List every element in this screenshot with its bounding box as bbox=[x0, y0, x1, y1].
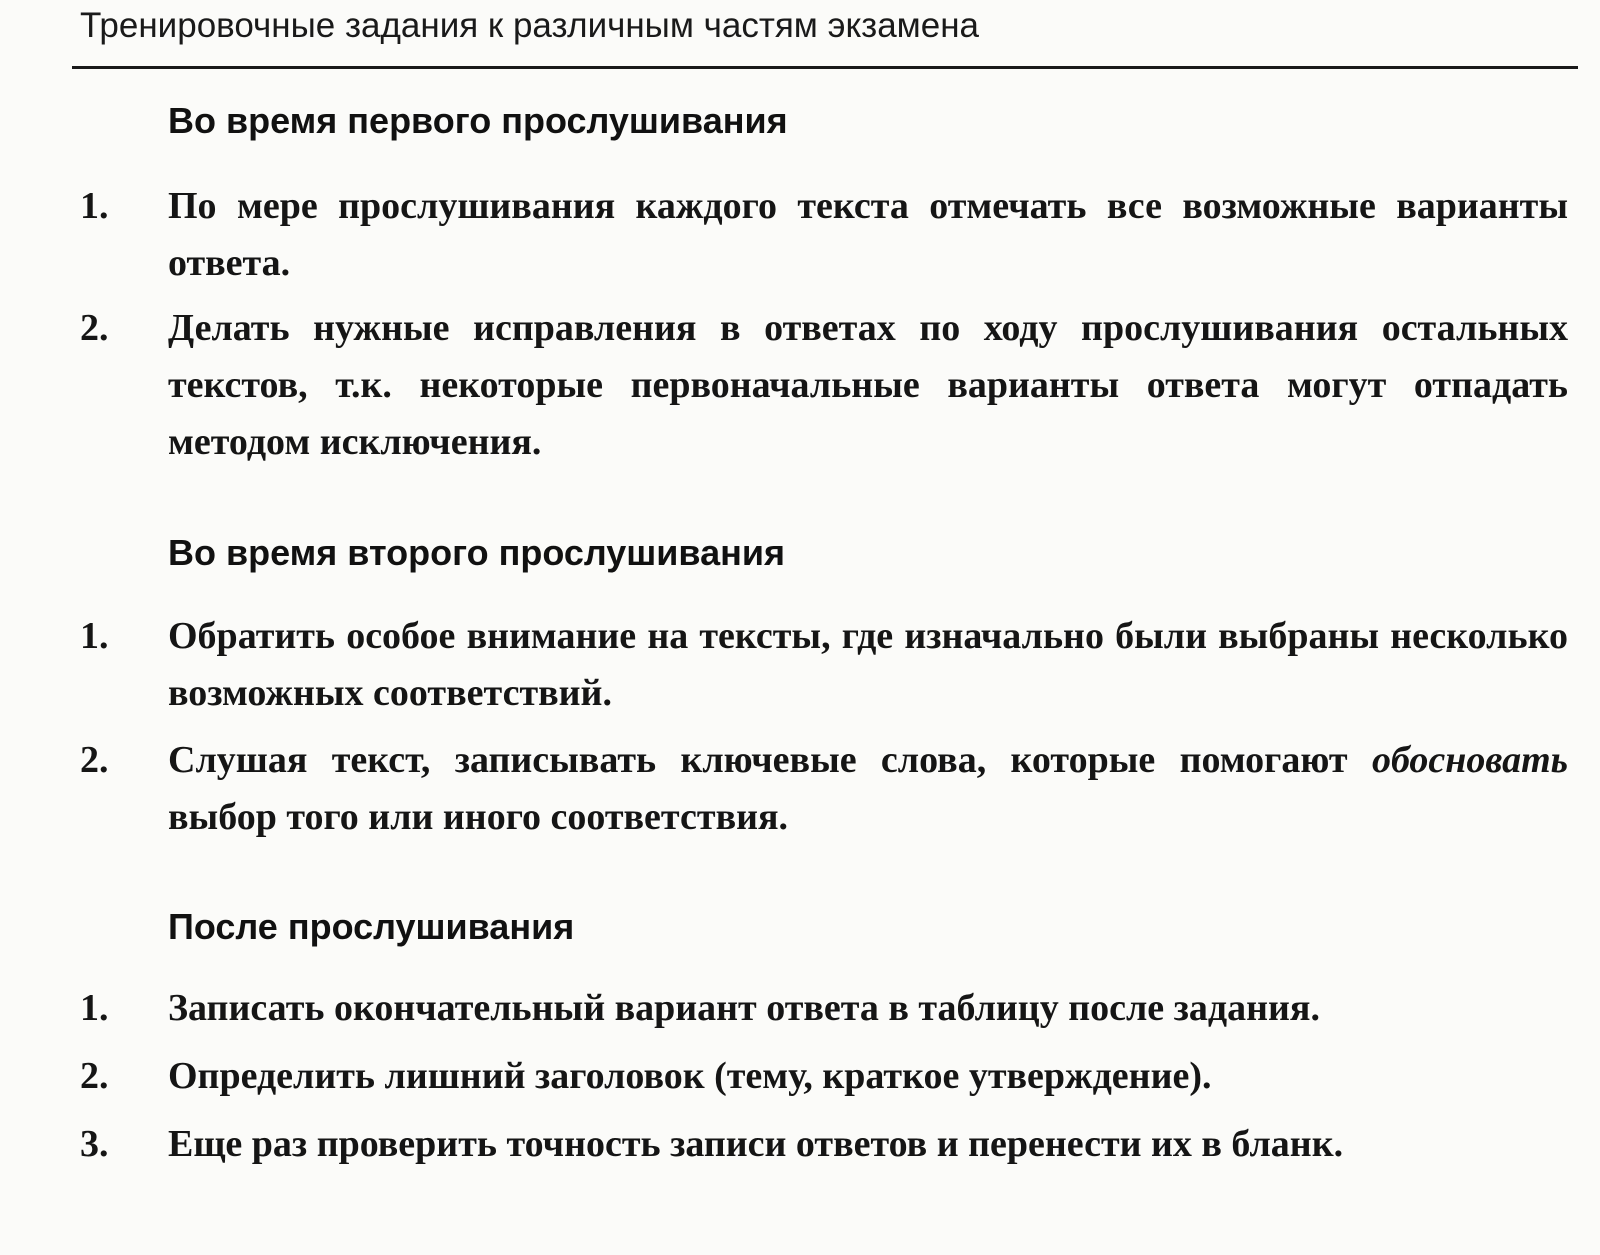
item-text: Еще раз проверить точность записи ответов и перенести их в бланк. bbox=[168, 1123, 1344, 1165]
item-text-after: выбор того или иного соответствия. bbox=[168, 796, 789, 838]
item-text: Делать нужные исправления в ответах по ходу прослушивания остальных текстов, т.к. некоторые первоначальные варианты ответа могут отпадать методом исключения. bbox=[168, 307, 1568, 463]
header-rule bbox=[72, 66, 1578, 69]
item-text-before: Слушая текст, записывать ключевые слова, которые помогают bbox=[168, 739, 1348, 781]
item-number: 2. bbox=[80, 739, 109, 781]
item-text bbox=[168, 732, 1568, 846]
section-heading-second-listening: Во время второго прослушивания bbox=[168, 532, 785, 573]
item-text: Определить лишний заголовок (тему, краткое утверждение). bbox=[168, 1055, 1212, 1097]
section-heading-first-listening: Во время первого прослушивания bbox=[168, 100, 788, 141]
item-number: 1. bbox=[80, 185, 109, 227]
item-text: По мере прослушивания каждого текста отмечать все возможные варианты ответа. bbox=[168, 185, 1568, 284]
item-text-emphasis: обосновать bbox=[1371, 739, 1569, 781]
item-number: 2. bbox=[80, 307, 109, 349]
running-header: Тренировочные задания к различным частям экзамена bbox=[80, 6, 979, 45]
item-number: 3. bbox=[80, 1123, 109, 1165]
item-number: 1. bbox=[80, 615, 109, 657]
item-text: Записать окончательный вариант ответа в таблицу после задания. bbox=[168, 987, 1320, 1029]
item-number: 2. bbox=[80, 1055, 109, 1097]
section-heading-after-listening: После прослушивания bbox=[168, 906, 575, 947]
item-text: Обратить особое внимание на тексты, где изначально были выбраны несколько возможных соответствий. bbox=[168, 615, 1568, 714]
item-number: 1. bbox=[80, 987, 109, 1029]
